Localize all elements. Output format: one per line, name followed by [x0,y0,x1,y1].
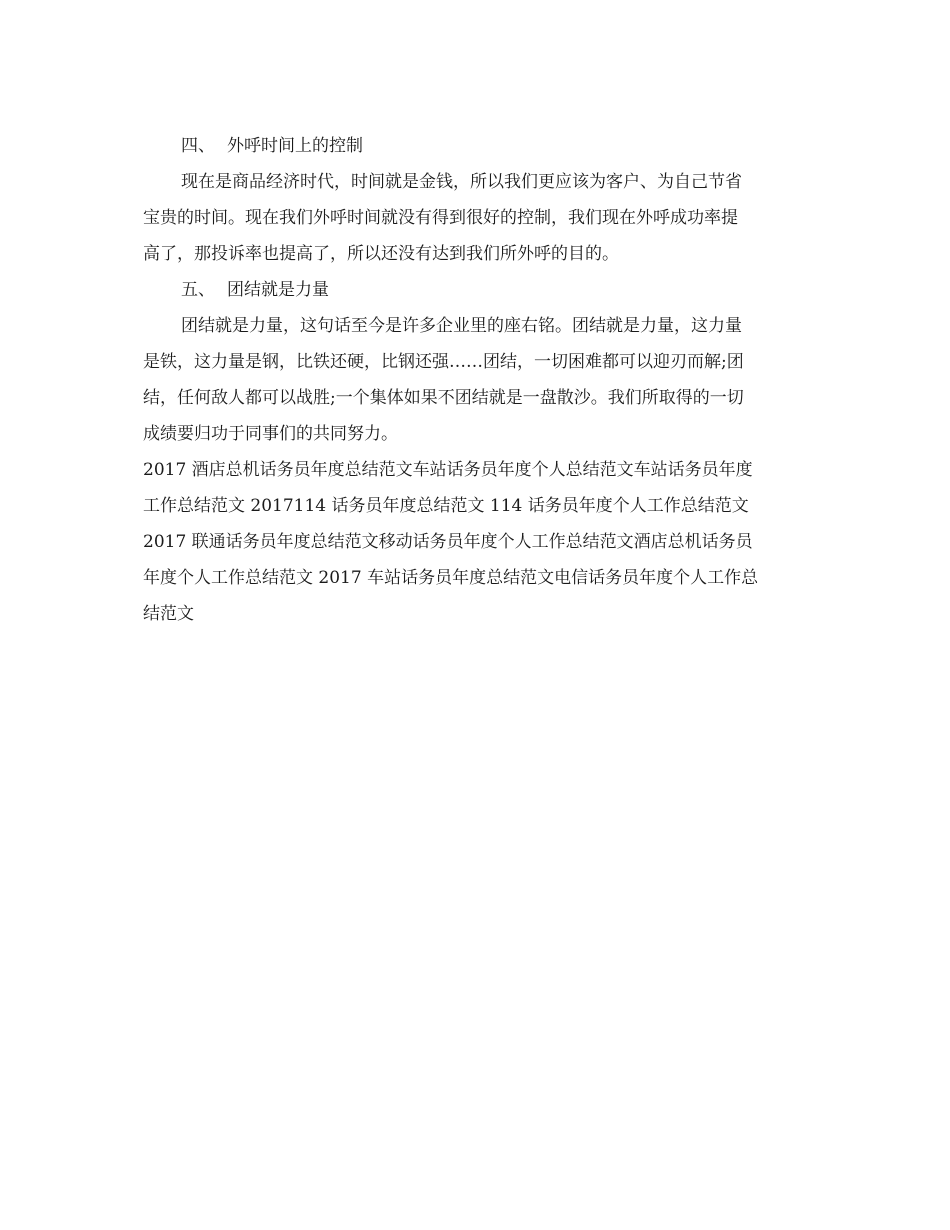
section-paragraph-4 [143,164,809,272]
related-line: 工作总结范文 2017114 话务员年度总结范文 114 话务员年度个人工作总结范文 [143,496,749,516]
paragraph-line: 是铁，这力量是钢，比铁还硬，比钢还强……团结，一切困难都可以迎刃而解;团 [143,352,744,372]
paragraph-line: 现在是商品经济时代，时间就是金钱，所以我们更应该为客户、为自己节省 [181,172,742,192]
paragraph-line: 成绩要归功于同事们的共同努力。 [143,424,398,444]
paragraph-line: 团结就是力量，这句话至今是许多企业里的座右铭。团结就是力量，这力量 [181,316,742,336]
section-paragraph-5 [143,308,809,452]
related-articles [143,452,809,632]
document-page [143,128,809,632]
section-number: 五、 [181,280,215,300]
section-heading-4 [143,128,809,164]
paragraph-line: 结，任何敌人都可以战胜;一个集体如果不团结就是一盘散沙。我们所取得的一切 [143,388,744,408]
section-heading-5 [143,272,809,308]
section-title: 团结就是力量 [227,280,329,300]
related-line: 年度个人工作总结范文 2017 车站话务员年度总结范文电信话务员年度个人工作总 [143,568,759,588]
section-title: 外呼时间上的控制 [227,136,363,156]
related-line: 结范文 [143,604,194,624]
related-line: 2017 酒店总机话务员年度总结范文车站话务员年度个人总结范文车站话务员年度 [143,460,753,480]
paragraph-line: 高了，那投诉率也提高了，所以还没有达到我们所外呼的目的。 [143,244,619,264]
section-number: 四、 [181,136,215,156]
related-line: 2017 联通话务员年度总结范文移动话务员年度个人工作总结范文酒店总机话务员 [143,532,753,552]
paragraph-line: 宝贵的时间。现在我们外呼时间就没有得到很好的控制，我们现在外呼成功率提 [143,208,738,228]
